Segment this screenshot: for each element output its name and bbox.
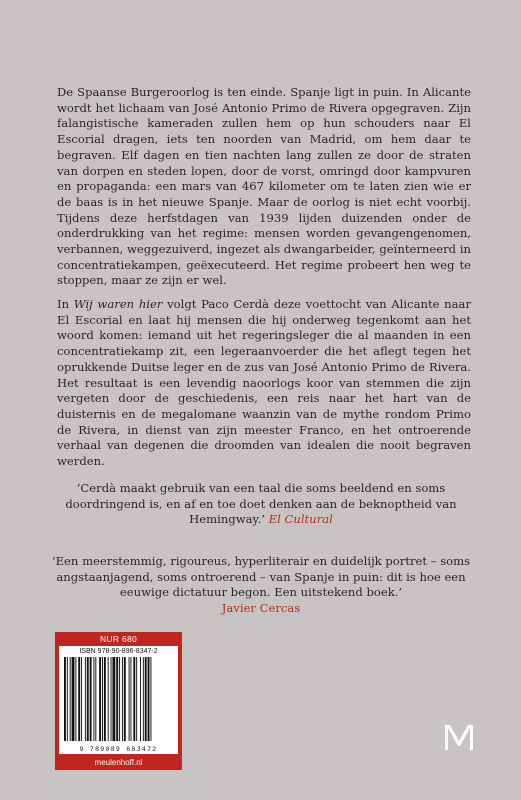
ean-digits: 9 789089 683472 xyxy=(79,746,158,753)
meulenhoff-m-logo-icon xyxy=(444,722,474,752)
quote-2-text: ‘Een meerstemmig, rigoureus, hyperliterair en duidelijk portret – soms angstaanjagend, soms ontroerend – van Spanje in puin: dit is hoe een eeuwige dictatuur begon. Een uitstekend boek.’ xyxy=(51,554,471,600)
paragraph-2-prefix: In xyxy=(57,297,74,311)
publisher-website: meulenhoff.nl xyxy=(94,758,143,767)
barcode-block xyxy=(55,632,182,770)
barcode-panel xyxy=(59,646,178,754)
blurb-paragraph-1: De Spaanse Burgeroorlog is ten einde. Spanje ligt in puin. In Alicante wordt het lichaam van José Antonio Primo de Rivera opgegraven. Zijn falangistische kameraden zullen hem op hun schouders naar El Escorial dragen, iets ten noorden van Madrid, om hem daar te begraven. Elf dagen en tien nachten lang zullen ze door de straten van dorpen en steden lopen, door de vorst, omringd door kampvuren en propaganda: een mars van 467 kilometer om te laten zien wie er de baas is in het nieuwe Spanje. Maar de oorlog is niet echt voorbij. Tijdens deze herfstdagen van 1939 lijden duizenden onder de onderdrukking van het regime: mensen worden gevangengenomen, verbannen, weggezuiverd, ingezet als dwangarbeider, geïnterneerd in concentratiekampen, geëxecuteerd. Het regime probeert hen weg te stoppen, maar ze zijn er wel. xyxy=(57,85,471,288)
nur-code: NUR 680 xyxy=(99,634,138,644)
quote-2-source: Javier Cercas xyxy=(221,601,301,616)
paragraph-2-body: volgt Paco Cerdà deze voettocht van Alicante naar El Escorial en laat hij mensen die hij onderweg tegenkomt aan het woord komen: iemand uit het regeringsleger die al maanden in een concentratiekamp zit, een legeraanvoerder die het aflegt tegen het oprukkende Duitse leger en de zus van José Antonio Primo de Rivera. Het resultaat is een levendig naoorlogs koor van stemmen die zijn vergeten door de geschiedenis, een reis naar het hart van de duisternis en de megalomane waanzin van de mythe rondom Primo de Rivera, in dienst van zijn meester Franco, en het ontroerende verhaal van degenen die droomden van idealen die nooit begraven werden. xyxy=(57,297,472,469)
isbn-number: ISBN 978-90-896-8347-2 xyxy=(79,648,158,655)
book-title: Wij waren hier xyxy=(73,297,163,311)
barcode-icon xyxy=(64,657,173,741)
review-quote-2 xyxy=(40,554,482,617)
blurb-paragraph-2 xyxy=(57,297,471,470)
quote-1-source: El Cultural xyxy=(268,512,333,527)
review-quote-1 xyxy=(40,481,482,528)
quote-1-text: ‘Cerdà maakt gebruik van een taal die soms beeldend en soms doordringend is, en af en toe doet denken aan de beknoptheid van Hemingway.’ xyxy=(65,481,457,527)
